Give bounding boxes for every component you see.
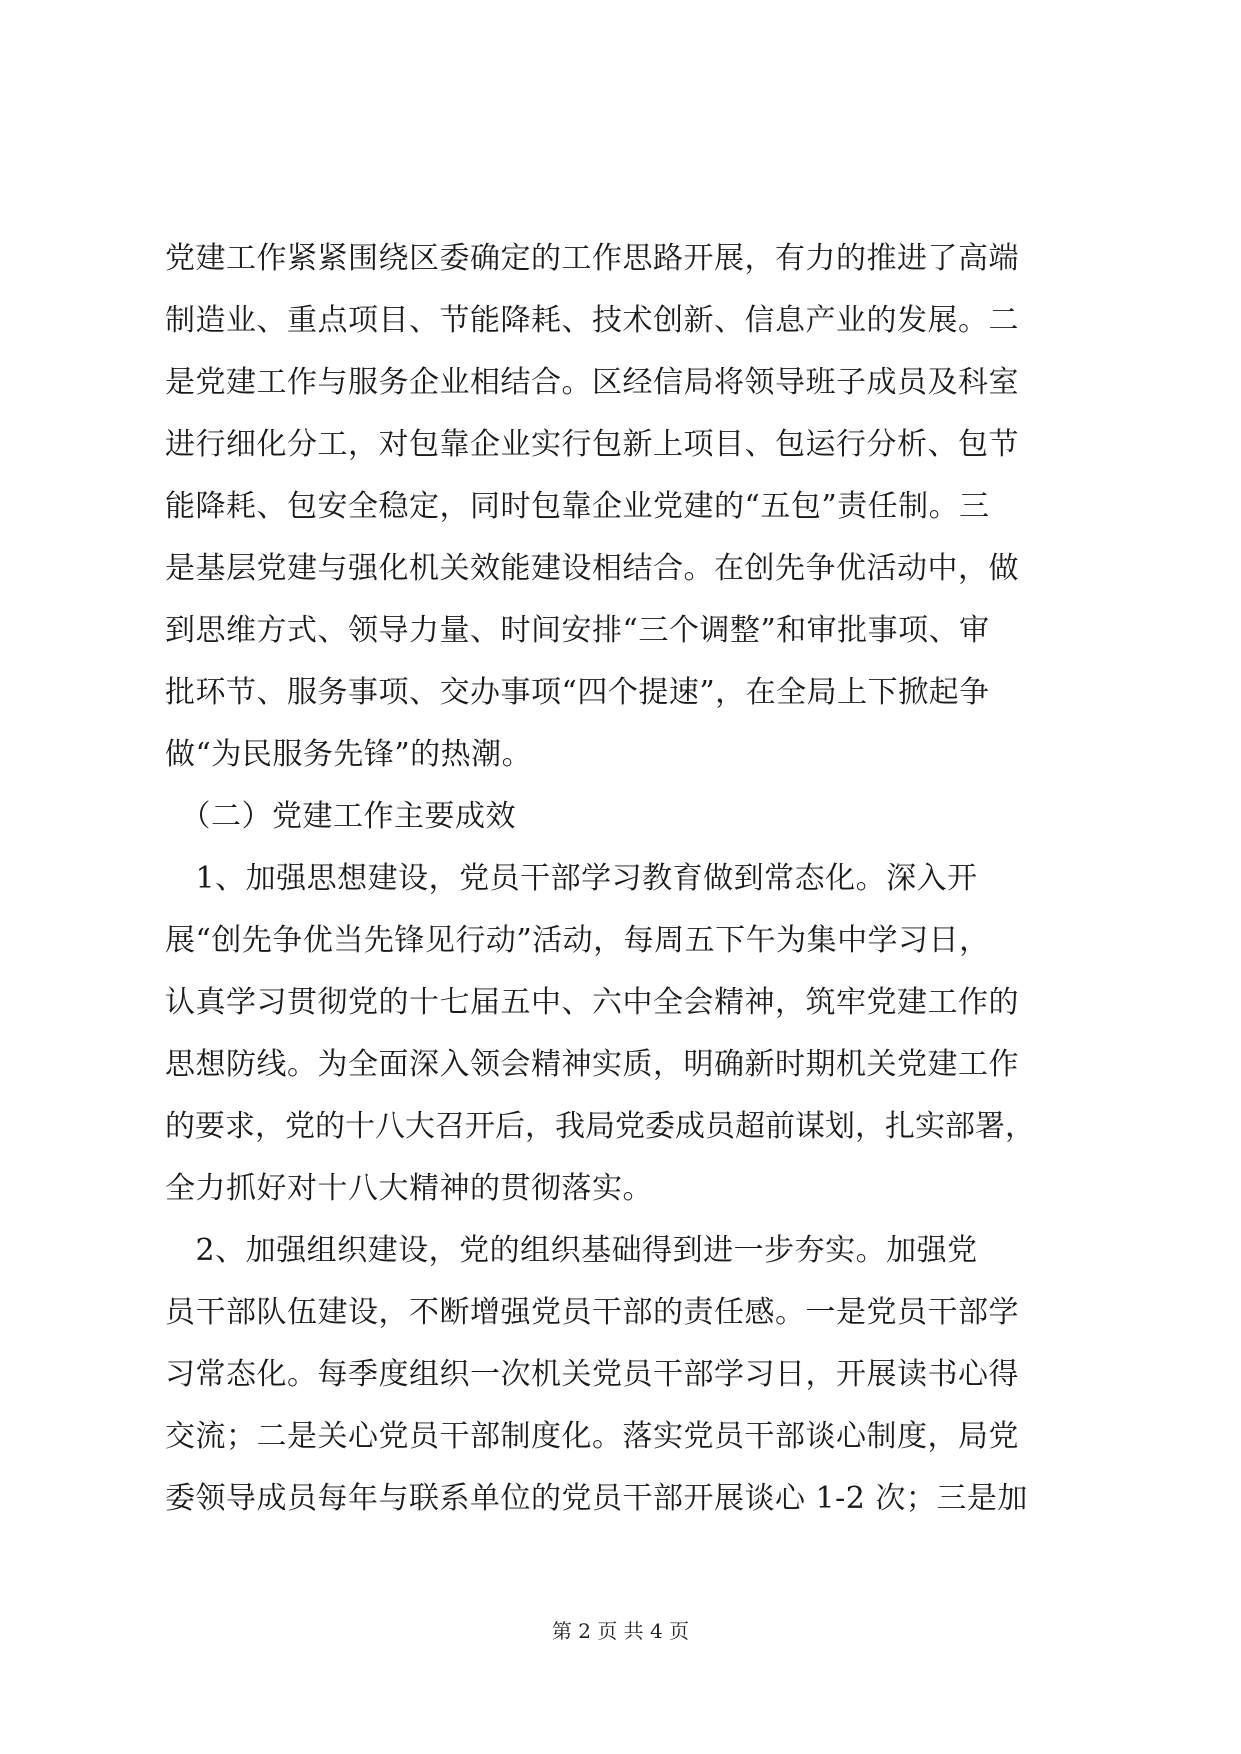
paragraph-line: 做“为民服务先锋”的热潮。 <box>165 737 533 772</box>
section-heading: （二）党建工作主要成效 <box>165 799 516 834</box>
paragraph-line: 委领导成员每年与联系单位的党员干部开展谈心 1-2 次；三是加 <box>165 1481 1028 1516</box>
paragraph-line: 到思维方式、领导力量、时间安排“三个调整”和审批事项、审 <box>165 613 990 648</box>
paragraph-line: 习常态化。每季度组织一次机关党员干部学习日，开展读书心得 <box>165 1357 1019 1392</box>
paragraph-line: 思想防线。为全面深入领会精神实质，明确新时期机关党建工作 <box>165 1047 1019 1082</box>
paragraph-line: 认真学习贯彻党的十七届五中、六中全会精神，筑牢党建工作的 <box>165 985 1019 1020</box>
paragraph-line: 展“创先争优当先锋见行动”活动，每周五下午为集中学习日， <box>165 923 990 958</box>
document-body <box>165 228 1085 1530</box>
paragraph-line: 2、加强组织建设，党的组织基础得到进一步夯实。加强党 <box>165 1233 978 1268</box>
paragraph-line: 制造业、重点项目、节能降耗、技术创新、信息产业的发展。二 <box>165 303 1019 338</box>
paragraph-line: 能降耗、包安全稳定，同时包靠企业党建的“五包”责任制。三 <box>165 489 990 524</box>
paragraph-line: 批环节、服务事项、交办事项“四个提速”，在全局上下掀起争 <box>165 675 990 710</box>
paragraph-line: 全力抓好对十八大精神的贯彻落实。 <box>165 1171 653 1206</box>
page-number-footer: 第 2 页 共 4 页 <box>551 1619 690 1643</box>
paragraph-line: 是基层党建与强化机关效能建设相结合。在创先争优活动中，做 <box>165 551 1019 586</box>
paragraph-line: 员干部队伍建设，不断增强党员干部的责任感。一是党员干部学 <box>165 1295 1019 1330</box>
paragraph-line: 党建工作紧紧围绕区委确定的工作思路开展，有力的推进了高端 <box>165 241 1019 276</box>
paragraph-line: 进行细化分工，对包靠企业实行包新上项目、包运行分析、包节 <box>165 427 1019 462</box>
paragraph-line: 1、加强思想建设，党员干部学习教育做到常态化。深入开 <box>165 861 978 896</box>
paragraph-line: 交流；二是关心党员干部制度化。落实党员干部谈心制度，局党 <box>165 1419 1019 1454</box>
paragraph-line: 的要求，党的十八大召开后，我局党委成员超前谋划，扎实部署， <box>165 1109 1035 1144</box>
paragraph-line: 是党建工作与服务企业相结合。区经信局将领导班子成员及科室 <box>165 365 1019 400</box>
